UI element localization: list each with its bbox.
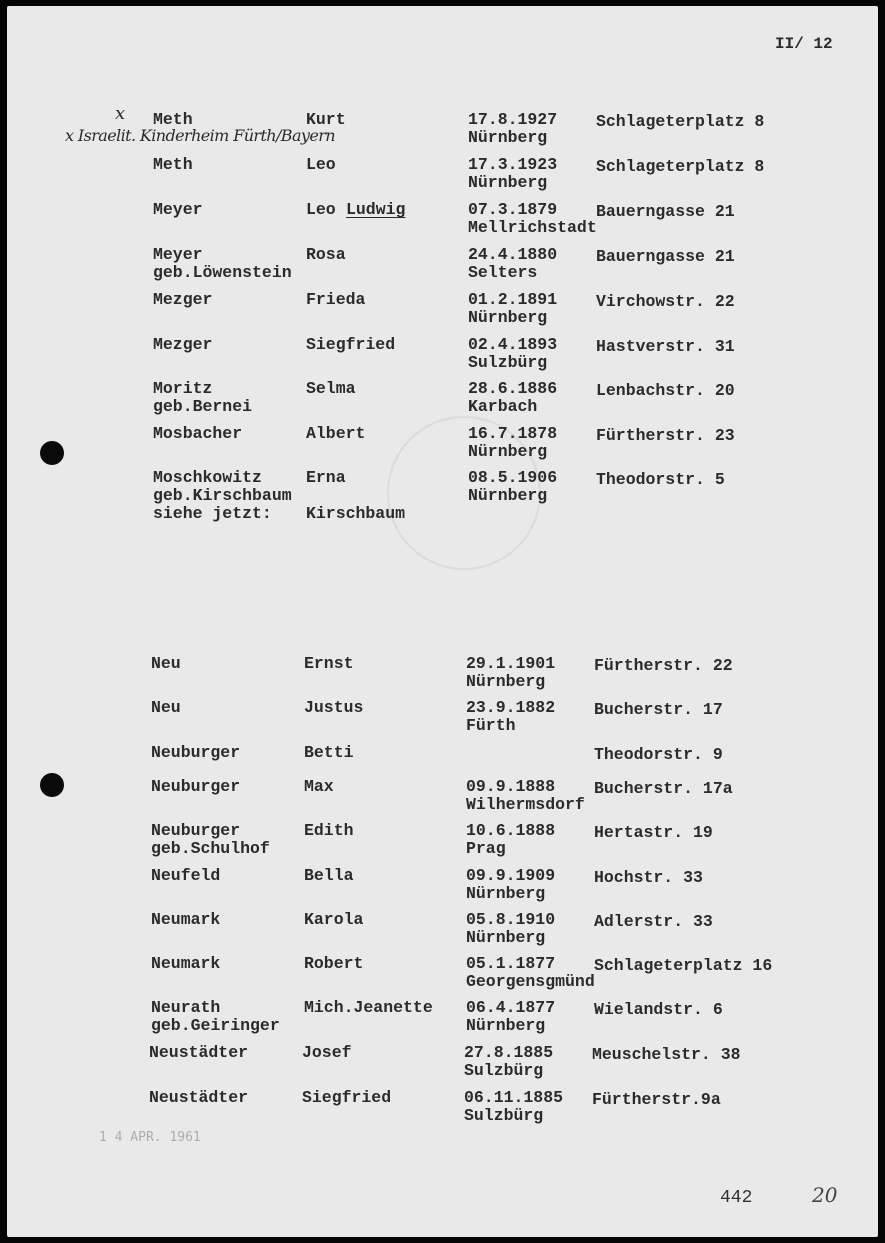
entry-given-name: Max xyxy=(304,777,334,796)
entry-birth-date: 23.9.1882 xyxy=(466,698,556,717)
entry-given-name: Justus xyxy=(304,698,364,717)
entry-birth-place: Georgensgmünd xyxy=(466,972,595,991)
handwritten-page-number: 20 xyxy=(812,1183,838,1207)
entry-birth-place: Selters xyxy=(468,263,538,282)
entry-given-name: Leo xyxy=(306,155,336,174)
faint-date-stamp: 1 4 APR. 1961 xyxy=(99,1130,201,1145)
entry-birth-place: Mellrichstadt xyxy=(468,218,597,237)
entry-address: Schlageterplatz 8 xyxy=(596,157,765,176)
entry-maiden-name: geb.Kirschbaum xyxy=(153,486,292,505)
entry-surname: Neuburger xyxy=(151,821,241,840)
entry-address: Hochstr. 33 xyxy=(594,868,703,887)
entry-surname: Neuburger xyxy=(151,777,241,796)
entry-given-name: Edith xyxy=(304,821,354,840)
entry-birth-date: 10.6.1888 xyxy=(466,821,556,840)
entry-address: Bauerngasse 21 xyxy=(596,247,735,266)
entry-given-name: Frieda xyxy=(306,290,366,309)
entry-given-name: Josef xyxy=(302,1043,352,1062)
entry-given-name: Kurt xyxy=(306,110,346,129)
entry-birth-place: Nürnberg xyxy=(468,442,548,461)
entry-given-name: Siegfried xyxy=(306,335,396,354)
entry-birth-place: Prag xyxy=(466,839,506,858)
entry-given-name-underlined: Ludwig xyxy=(346,200,406,219)
entry-birth-date: 02.4.1893 xyxy=(468,335,558,354)
entry-surname: Neustädter xyxy=(149,1088,249,1107)
entry-address: Theodorstr. 9 xyxy=(594,745,723,764)
entry-surname: Neuburger xyxy=(151,743,241,762)
entry-birth-date: 29.1.1901 xyxy=(466,654,556,673)
entry-birth-date: 28.6.1886 xyxy=(468,379,558,398)
handwritten-note: x Israelit. Kinderheim Fürth/Bayern xyxy=(65,126,335,145)
entry-surname: Neu xyxy=(151,654,181,673)
entry-address: Fürtherstr. 22 xyxy=(594,656,733,675)
entry-birth-date: 09.9.1888 xyxy=(466,777,556,796)
entry-remark: siehe jetzt: xyxy=(153,504,272,523)
entry-address: Virchowstr. 22 xyxy=(596,292,735,311)
entry-address: Bucherstr. 17a xyxy=(594,779,733,798)
entry-address: Hastverstr. 31 xyxy=(596,337,735,356)
entry-given-name: Siegfried xyxy=(302,1088,392,1107)
entry-surname: Mezger xyxy=(153,290,213,309)
entry-maiden-name: geb.Schulhof xyxy=(151,839,270,858)
entry-given-name: Ernst xyxy=(304,654,354,673)
entry-birth-place: Nürnberg xyxy=(466,672,546,691)
entry-given-name: Betti xyxy=(304,743,354,762)
entry-address: Bauerngasse 21 xyxy=(596,202,735,221)
entry-surname: Meth xyxy=(153,155,193,174)
entry-surname: Moritz xyxy=(153,379,213,398)
punch-hole-lower xyxy=(40,773,64,797)
entry-birth-date: 09.9.1909 xyxy=(466,866,556,885)
entry-surname: Meth xyxy=(153,110,193,129)
entry-surname: Neumark xyxy=(151,910,221,929)
entry-birth-date: 07.3.1879 xyxy=(468,200,558,219)
entry-birth-place: Nürnberg xyxy=(466,928,546,947)
sheet-reference: II/ 12 xyxy=(775,35,833,53)
entry-birth-place: Nürnberg xyxy=(468,486,548,505)
entry-surname: Meyer xyxy=(153,200,203,219)
entry-maiden-name: geb.Geiringer xyxy=(151,1016,280,1035)
entry-address: Schlageterplatz 16 xyxy=(594,956,773,975)
entry-address: Theodorstr. 5 xyxy=(596,470,725,489)
entry-given-name: Leo xyxy=(306,200,336,219)
entry-surname: Meyer xyxy=(153,245,203,264)
entry-birth-date: 01.2.1891 xyxy=(468,290,558,309)
entry-address: Wielandstr. 6 xyxy=(594,1000,723,1019)
entry-given-name: Karola xyxy=(304,910,364,929)
handwritten-cross: x xyxy=(115,103,126,124)
entry-surname: Mosbacher xyxy=(153,424,243,443)
entry-surname: Neustädter xyxy=(149,1043,249,1062)
entry-birth-date: 27.8.1885 xyxy=(464,1043,554,1062)
entry-birth-date: 17.3.1923 xyxy=(468,155,558,174)
entry-address: Fürtherstr.9a xyxy=(592,1090,721,1109)
entry-surname: Neumark xyxy=(151,954,221,973)
entry-address: Fürtherstr. 23 xyxy=(596,426,735,445)
entry-given-name: Selma xyxy=(306,379,356,398)
entry-birth-place: Sulzbürg xyxy=(464,1061,544,1080)
entry-birth-date: 05.8.1910 xyxy=(466,910,556,929)
entry-birth-place: Sulzbürg xyxy=(464,1106,544,1125)
entry-birth-date: 17.8.1927 xyxy=(468,110,558,129)
document-page xyxy=(7,6,878,1237)
entry-birth-place: Karbach xyxy=(468,397,538,416)
entry-birth-place: Nürnberg xyxy=(466,1016,546,1035)
entry-maiden-name: geb.Bernei xyxy=(153,397,253,416)
entry-given-name: Bella xyxy=(304,866,354,885)
entry-surname: Moschkowitz xyxy=(153,468,262,487)
entry-given-name: Robert xyxy=(304,954,364,973)
entry-birth-date: 08.5.1906 xyxy=(468,468,558,487)
entry-maiden-name: geb.Löwenstein xyxy=(153,263,292,282)
entry-current-name: Kirschbaum xyxy=(306,504,406,523)
entry-birth-date: 06.11.1885 xyxy=(464,1088,564,1107)
entry-given-name: Mich.Jeanette xyxy=(304,998,433,1017)
entry-address: Schlageterplatz 8 xyxy=(596,112,765,131)
entry-birth-date: 16.7.1878 xyxy=(468,424,558,443)
entry-surname: Neurath xyxy=(151,998,221,1017)
entry-birth-date: 24.4.1880 xyxy=(468,245,558,264)
entry-address: Hertastr. 19 xyxy=(594,823,713,842)
entry-birth-date: 06.4.1877 xyxy=(466,998,556,1017)
entry-birth-place: Nürnberg xyxy=(468,308,548,327)
punch-hole-upper xyxy=(40,441,64,465)
entry-birth-place: Nürnberg xyxy=(466,884,546,903)
entry-given-name: Rosa xyxy=(306,245,346,264)
entry-birth-place: Wilhermsdorf xyxy=(466,795,585,814)
entry-birth-date: 05.1.1877 xyxy=(466,954,556,973)
entry-birth-place: Fürth xyxy=(466,716,516,735)
entry-given-name: Erna xyxy=(306,468,346,487)
entry-birth-place: Nürnberg xyxy=(468,128,548,147)
entry-surname: Mezger xyxy=(153,335,213,354)
entry-address: Adlerstr. 33 xyxy=(594,912,713,931)
entry-surname: Neufeld xyxy=(151,866,221,885)
page-number: 442 xyxy=(720,1188,753,1208)
entry-address: Meuschelstr. 38 xyxy=(592,1045,741,1064)
entry-surname: Neu xyxy=(151,698,181,717)
entry-given-name: Albert xyxy=(306,424,366,443)
entry-birth-place: Sulzbürg xyxy=(468,353,548,372)
entry-address: Lenbachstr. 20 xyxy=(596,381,735,400)
entry-birth-place: Nürnberg xyxy=(468,173,548,192)
entry-address: Bucherstr. 17 xyxy=(594,700,723,719)
